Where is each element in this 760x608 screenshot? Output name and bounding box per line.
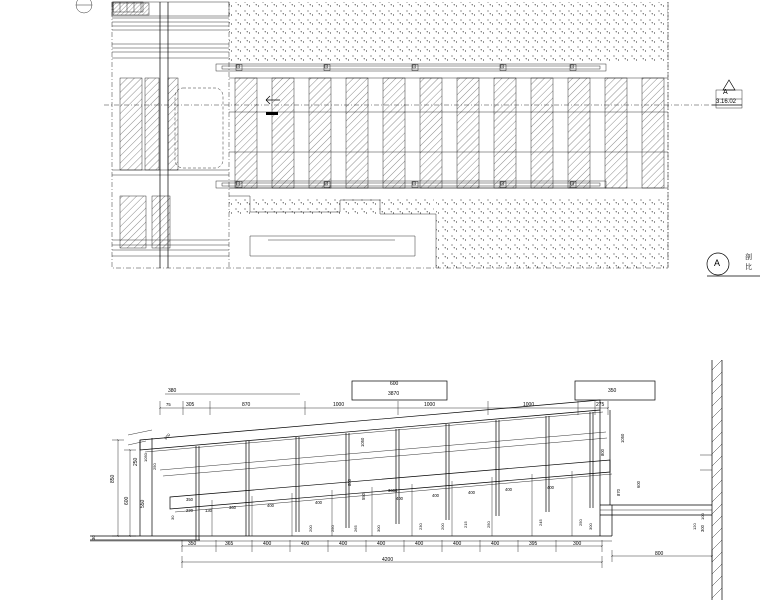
slope-label-1: 800 [347,479,352,486]
right-vert-2: 300 [588,523,593,530]
slope-dim-4: 400 [505,487,512,492]
plan-marker-top-1: ⊡ [324,64,329,70]
bottom-dim-10: 300 [573,541,582,547]
left-vert-0: 250 [152,463,157,470]
bottom-dim-0: 350 [188,541,197,547]
plan-marker-bottom-4: ⊡ [570,181,575,187]
right-label-2: 800 [600,449,605,456]
top-dim-1: 75 [166,402,171,407]
section-note-2: 比 [745,263,752,271]
left-dim-2: 550 [140,499,146,508]
small-vert-7: 250 [486,521,491,528]
left-small-4: 400 [267,503,274,508]
right-label-3: 1050 [620,433,625,443]
right-vert-0: 120 [692,523,697,530]
slope-dim-5: 400 [547,485,554,490]
elevation-marker-label: A [723,89,728,96]
right-label-0: 870 [616,489,621,496]
bottom-dim-6: 400 [415,541,424,547]
beam-box-1-upper: 600 [390,381,399,387]
plan-marker-top-2: ⊡ [412,64,417,70]
bottom-dim-4: 400 [339,541,348,547]
slope-label-0: 1050 [360,437,365,447]
slope-label-2: 550 [361,493,366,500]
left-small-1: 220 [186,508,193,513]
right-vert-1: 100 [700,513,705,520]
right-label-4: 300 [700,525,705,532]
small-vert-8: 245 [538,519,543,526]
plan-marker-bottom-3: ⊡ [500,181,505,187]
left-small-3: 360 [229,505,236,510]
plan-marker-bottom-2: ⊡ [412,181,417,187]
left-vert-1: 1050 [143,453,148,462]
top-dim-2: 305 [186,402,195,408]
left-vert-2: 600 [163,432,172,441]
small-vert-2: 265 [353,525,358,532]
small-vert-4: 230 [418,523,423,530]
top-dim-5: 1000 [424,402,436,408]
slope-dim-3: 400 [468,490,475,495]
section-note-1: 剖 [745,253,752,261]
left-dim-1: 600 [124,496,130,505]
small-vert-6: 215 [463,521,468,528]
plan-marker-bottom-0: ⊡ [236,181,241,187]
left-dim-0: 850 [110,474,116,483]
top-dim-4: 1000 [333,402,345,408]
top-dim-7: 275 [596,402,605,408]
slope-dim-2: 400 [432,493,439,498]
bottom-dim-7: 400 [453,541,462,547]
bottom-dim-1: 365 [225,541,234,547]
left-vert-3: 30 [170,515,175,520]
left-dim-3: 250 [133,457,139,466]
plan-marker-top-0: ⊡ [236,64,241,70]
plan-marker-top-4: ⊡ [570,64,575,70]
small-vert-3: 300 [376,525,381,532]
left-small-0: 350 [186,497,193,502]
top-dim-0: 380 [168,388,177,394]
bottom-dim-3: 400 [301,541,310,547]
top-dim-3: 870 [242,402,251,408]
slope-dim-1: 400 [396,496,403,501]
left-small-2: 130 [205,508,212,513]
plan-marker-bottom-1: ⊡ [324,181,329,187]
small-vert-0: 200 [308,525,313,532]
slope-dim-0: 400 [315,500,322,505]
left-dim-4: 30 [91,535,96,540]
beam-box-2-upper: 350 [608,388,617,394]
slope-label-3: 3660 [388,488,398,493]
small-vert-1: 250 [330,525,335,532]
small-vert-9: 250 [578,519,583,526]
bottom-dim-8: 400 [491,541,500,547]
bottom-right-dim: 800 [655,551,664,557]
right-label-1: 600 [636,481,641,488]
bottom-dim-9: 395 [529,541,538,547]
section-callout-label: A [714,258,721,268]
top-dim-6: 1000 [523,402,535,408]
bottom-total: 4200 [382,557,394,563]
plan-marker-top-3: ⊡ [500,64,505,70]
elevation-marker-value: 3.16.02 [716,99,737,105]
bottom-dim-5: 400 [377,541,386,547]
bottom-dim-2: 400 [263,541,272,547]
small-vert-5: 200 [440,523,445,530]
beam-box-1-lower: 3870 [388,391,400,397]
